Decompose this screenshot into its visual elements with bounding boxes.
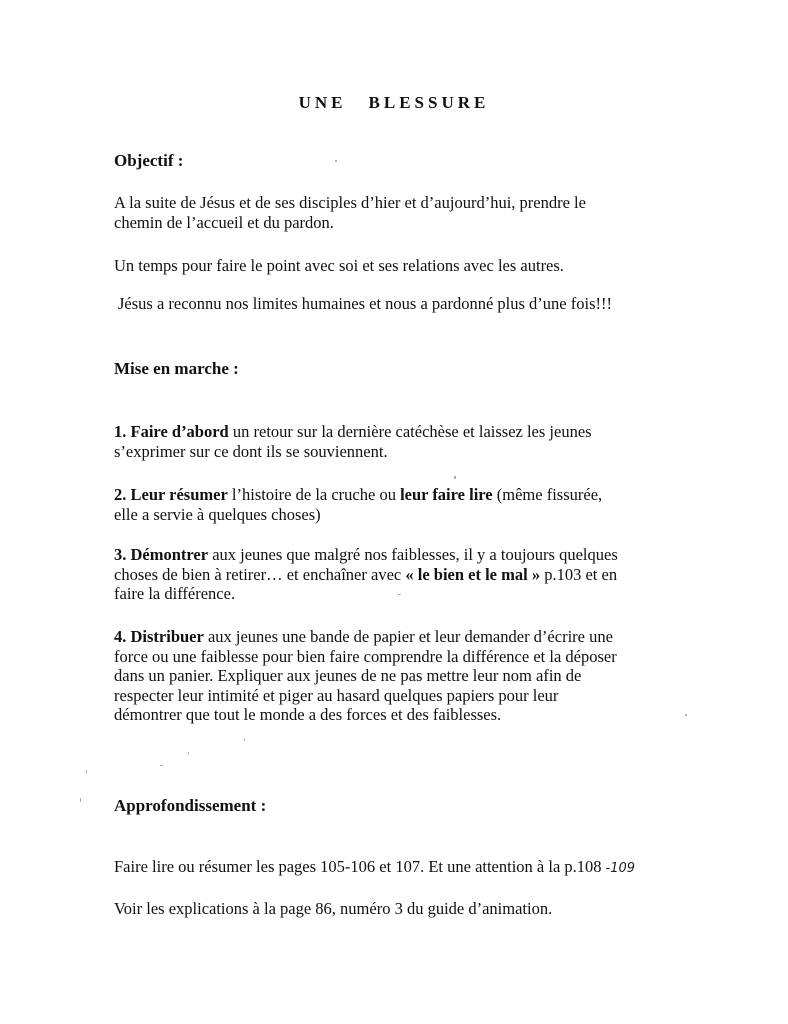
- step-3-line-3: faire la différence.: [114, 584, 236, 603]
- step-4-line-3: dans un panier. Expliquer aux jeunes de ne pas mettre leur nom afin de: [114, 666, 582, 685]
- title-word-1: UNE: [298, 93, 347, 112]
- step-2-line-2: elle a servie à quelques choses): [114, 504, 321, 524]
- step-1-text: un retour sur la dernière catéchèse et laissez les jeunes: [228, 422, 592, 441]
- step-4-line-2: force ou une faiblesse pour bien faire comprendre la différence et la déposer: [114, 646, 617, 666]
- scan-speck: [335, 160, 337, 162]
- objectif-p1-line-2: chemin de l’accueil et du pardon.: [114, 212, 334, 232]
- scan-speck: [454, 476, 456, 479]
- step-2-bold-2: leur faire lire: [400, 485, 493, 504]
- title-word-2: BLESSURE: [368, 93, 490, 112]
- step-3: [114, 545, 618, 604]
- step-2-bold-1: 2. Leur résumer: [114, 485, 228, 504]
- step-4-text: aux jeunes une bande de papier et leur demander d’écrire une: [203, 627, 613, 646]
- objectif-paragraph-3: Jésus a reconnu nos limites humaines et nous a pardonné plus d’une fois!!!: [118, 294, 612, 313]
- step-3-bold: 3. Démontrer: [114, 545, 209, 564]
- step-1: [114, 422, 592, 461]
- step-3-text: aux jeunes que malgré nos faiblesses, il y a toujours quelques: [208, 545, 618, 564]
- step-3-line-2-text: choses de bien à retirer… et enchaîner avec: [114, 564, 406, 584]
- objectif-p1-line-1: A la suite de Jésus et de ses disciples d’hier et d’aujourd’hui, prendre le: [114, 193, 586, 212]
- page-title: [0, 93, 788, 113]
- objectif-heading: Objectif :: [114, 151, 184, 170]
- approfondissement-p1-text: Faire lire ou résumer les pages 105-106 et 107. Et une attention à la p.108: [114, 857, 602, 876]
- step-4-bold: 4. Distribuer: [114, 627, 204, 646]
- step-4: [114, 627, 617, 725]
- approfondissement-paragraph-2: Voir les explications à la page 86, numéro 3 du guide d’animation.: [114, 899, 553, 918]
- step-4-line-4: respecter leur intimité et piger au hasard quelques papiers pour leur: [114, 685, 559, 705]
- step-1-line-2: s’exprimer sur ce dont ils se souviennent.: [114, 441, 388, 461]
- scan-speck: [86, 770, 87, 773]
- step-2-text-2: (même fissurée,: [492, 485, 603, 504]
- step-2-text-1: l’histoire de la cruche ou: [227, 485, 401, 504]
- scan-speck: [160, 765, 163, 766]
- step-2: [114, 485, 602, 524]
- step-3-line-2-bold: « le bien et le mal »: [405, 564, 541, 584]
- handwritten-note: -109: [605, 861, 636, 876]
- objectif-paragraph-2: Un temps pour faire le point avec soi et ses relations avec les autres.: [114, 256, 564, 275]
- scan-speck: [398, 594, 401, 595]
- step-3-line-2-end: p.103 et en: [540, 564, 618, 584]
- scan-speck: [188, 752, 189, 755]
- scan-speck: [80, 798, 81, 802]
- mise-en-marche-heading: Mise en marche :: [114, 359, 239, 378]
- approfondissement-paragraph-1: [114, 857, 635, 879]
- scan-speck: [244, 738, 245, 741]
- approfondissement-heading: Approfondissement :: [114, 796, 267, 815]
- step-1-bold: 1. Faire d’abord: [114, 422, 229, 441]
- step-4-line-5: démontrer que tout le monde a des forces et des faiblesses.: [114, 705, 502, 724]
- objectif-paragraph-1: [114, 193, 586, 232]
- scan-speck: [685, 714, 687, 716]
